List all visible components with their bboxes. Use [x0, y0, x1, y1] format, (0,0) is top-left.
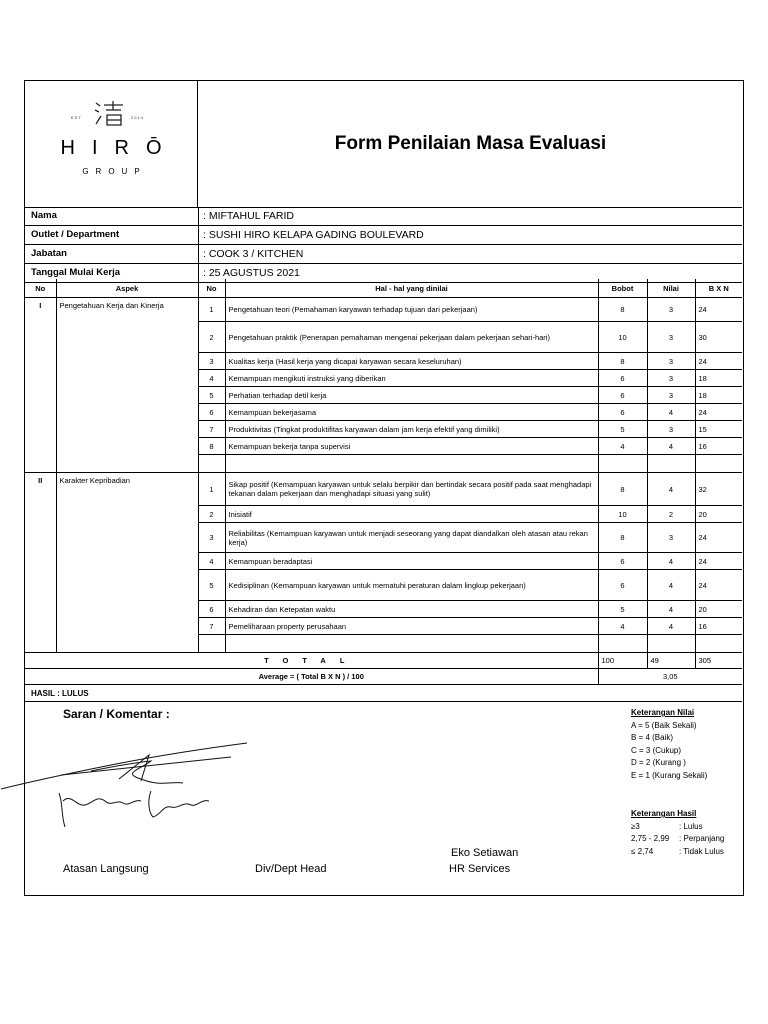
total-label: TOTAL: [25, 653, 598, 669]
item-hal: Pengetahuan teori (Pemahaman karyawan terhadap tujuan dari pekerjaan): [225, 298, 598, 322]
hasil-range: ≥3: [631, 821, 640, 831]
item-bobot: 6: [598, 387, 647, 404]
item-bobot: 10: [598, 322, 647, 353]
comments-label: Saran / Komentar :: [63, 707, 170, 721]
col-header-no2: No: [198, 279, 225, 298]
logo-brand: HIRŌ: [60, 137, 179, 159]
item-bxn: 18: [695, 370, 742, 387]
info-value: : COOK 3 / KITCHEN: [198, 245, 743, 263]
page-title: Form Penilaian Masa Evaluasi: [334, 133, 607, 154]
item-no: 6: [198, 404, 225, 421]
item-no: 1: [198, 473, 225, 506]
item-bxn: 32: [695, 473, 742, 506]
item-nilai: 3: [647, 523, 695, 553]
item-bxn: 30: [695, 322, 742, 353]
item-no: 1: [198, 298, 225, 322]
info-row-jabatan: [25, 245, 742, 264]
item-bxn: 16: [695, 438, 742, 455]
item-hal: Kemampuan mengikuti instruksi yang diberikan: [225, 370, 598, 387]
total-bobot: 100: [598, 653, 647, 669]
info-row-outlet: [25, 226, 742, 245]
signature-head: Div/Dept Head: [255, 863, 327, 875]
item-no: 3: [198, 523, 225, 553]
info-label: Jabatan: [31, 248, 67, 259]
nilai-line: B = 4 (Baik): [631, 733, 674, 742]
info-value: : 25 AGUSTUS 2021: [198, 264, 743, 282]
signature-atasan: Atasan Langsung: [63, 863, 149, 875]
hasil-range: 2,75 - 2,99: [631, 834, 670, 843]
item-hal: Kehadiran dan Ketepatan waktu: [225, 601, 598, 618]
col-header-aspek: Aspek: [56, 279, 198, 298]
item-hal: Kedisiplinan (Kemampuan karyawan untuk mematuhi peraturan dalam lingkup pekerjaan): [225, 570, 598, 601]
signature-hr-title: HR Services: [449, 863, 511, 875]
item-bobot: 6: [598, 370, 647, 387]
keterangan-nilai-title: Keterangan Nilai: [631, 708, 695, 717]
item-no: 5: [198, 387, 225, 404]
item-nilai: 4: [647, 438, 695, 455]
item-bxn: 24: [695, 353, 742, 370]
item-bobot: 6: [598, 570, 647, 601]
keterangan-hasil-title: Keterangan Hasil: [631, 809, 697, 818]
section-number: I: [25, 298, 56, 473]
item-bobot: 10: [598, 506, 647, 523]
nilai-line: C = 3 (Cukup): [631, 745, 682, 755]
col-header-nilai: Nilai: [647, 279, 695, 298]
item-nilai: 3: [647, 298, 695, 322]
signature-hr-name: Eko Setiawan: [451, 847, 519, 859]
info-row-nama: [25, 207, 742, 226]
item-nilai: 4: [647, 618, 695, 635]
section-number: II: [25, 473, 56, 653]
item-bxn: 24: [695, 570, 742, 601]
item-hal: Kualitas kerja (Hasil kerja yang dicapai karyawan secara keseluruhan): [225, 353, 598, 370]
item-bxn: 15: [695, 421, 742, 438]
item-bobot: 5: [598, 421, 647, 438]
logo-est-right: 2014: [131, 115, 144, 120]
item-nilai: 4: [647, 570, 695, 601]
item-nilai: 2: [647, 506, 695, 523]
col-header-bxn: B X N: [695, 279, 742, 298]
hasil-line: [631, 833, 724, 846]
total-row: [25, 653, 742, 669]
item-no: 8: [198, 438, 225, 455]
logo-est-left: EST: [71, 115, 82, 120]
section-aspek: Karakter Kepribadian: [56, 473, 198, 653]
info-label: Outlet / Department: [31, 229, 120, 240]
item-bobot: 6: [598, 553, 647, 570]
table-row: [25, 473, 742, 506]
item-bobot: 8: [598, 523, 647, 553]
item-bobot: 4: [598, 618, 647, 635]
item-no: 3: [198, 353, 225, 370]
item-bobot: 4: [598, 438, 647, 455]
nilai-line: D = 2 (Kurang ): [631, 758, 686, 767]
item-nilai: 3: [647, 421, 695, 438]
item-no: 2: [198, 506, 225, 523]
total-bxn: 305: [695, 653, 742, 669]
average-row: [25, 669, 742, 685]
item-bobot: 8: [598, 298, 647, 322]
item-no: 6: [198, 601, 225, 618]
section-aspek: Pengetahuan Kerja dan Kinerja: [56, 298, 198, 473]
item-hal: Reliabilitas (Kemampuan karyawan untuk menjadi seseorang yang dapat diandalkan oleh atasan atau rekan kerja): [225, 523, 598, 553]
item-hal: Pemeliharaan property perusahaan: [225, 618, 598, 635]
item-hal: Kemampuan bekerja tanpa supervisi: [225, 438, 598, 455]
item-nilai: 4: [647, 473, 695, 506]
item-bxn: 24: [695, 298, 742, 322]
item-bobot: 6: [598, 404, 647, 421]
item-bxn: 20: [695, 601, 742, 618]
signature-scribble-icon: [1, 721, 251, 831]
info-label: Nama: [31, 210, 57, 221]
hasil-range: ≤ 2,74: [631, 846, 654, 856]
item-bobot: 5: [598, 601, 647, 618]
item-no: 4: [198, 370, 225, 387]
item-nilai: 3: [647, 322, 695, 353]
item-bxn: 20: [695, 506, 742, 523]
item-nilai: 3: [647, 370, 695, 387]
col-header-bobot: Bobot: [598, 279, 647, 298]
item-no: 5: [198, 570, 225, 601]
col-header-hal: Hal - hal yang dinilai: [225, 279, 598, 298]
hasil-line: [631, 846, 724, 859]
nilai-line: E = 1 (Kurang Sekali): [631, 770, 708, 780]
result-status: HASIL : LULUS: [31, 689, 89, 698]
item-hal: Inisiatif: [225, 506, 598, 523]
item-bobot: 8: [598, 473, 647, 506]
hasil-line: [631, 821, 724, 834]
item-hal: Pengetahuan praktik (Penerapan pemahaman mengenai pekerjaan dalam pekerjaan sehari-hari): [225, 322, 598, 353]
item-bxn: 16: [695, 618, 742, 635]
item-hal: Kemampuan bekerjasama: [225, 404, 598, 421]
item-bxn: 24: [695, 523, 742, 553]
info-value: : MIFTAHUL FARID: [198, 207, 743, 225]
employee-info: [25, 207, 742, 283]
info-label: Tanggal Mulai Kerja: [31, 267, 121, 278]
item-hal: Perhatian terhadap detil kerja: [225, 387, 598, 404]
table-header-row: [25, 279, 742, 298]
item-bxn: 24: [695, 404, 742, 421]
info-value: : SUSHI HIRO KELAPA GADING BOULEVARD: [198, 226, 743, 244]
item-nilai: 3: [647, 353, 695, 370]
item-nilai: 3: [647, 387, 695, 404]
hiro-kanji-logo-icon: [93, 99, 125, 127]
item-bxn: 18: [695, 387, 742, 404]
item-no: 2: [198, 322, 225, 353]
average-label: Average = ( Total B X N ) / 100: [25, 669, 598, 685]
hasil-desc: : Lulus: [679, 821, 703, 831]
item-hal: Kemampuan beradaptasi: [225, 553, 598, 570]
divider: [25, 701, 742, 702]
logo-cell: [25, 81, 198, 207]
hasil-desc: : Tidak Lulus: [679, 846, 724, 856]
keterangan-nilai: [631, 707, 707, 782]
item-hal: Sikap positif (Kemampuan karyawan untuk selalu berpikir dan bertindak secara positif pada saat menghadapi tekanan dalam pekerjaan dan menghadapi situasi yang sulit): [225, 473, 598, 506]
col-header-no: No: [25, 279, 56, 298]
logo-group: GROUP: [82, 167, 147, 176]
item-bobot: 8: [598, 353, 647, 370]
item-no: 4: [198, 553, 225, 570]
keterangan-hasil: [631, 808, 724, 858]
total-nilai: 49: [647, 653, 695, 669]
item-nilai: 4: [647, 553, 695, 570]
table-row: [25, 298, 742, 322]
hasil-desc: : Perpanjang: [679, 834, 725, 843]
evaluation-form: [24, 80, 744, 896]
item-hal: Produktivitas (Tingkat produktifitas karyawan dalam jam kerja efektif yang dimiliki): [225, 421, 598, 438]
nilai-line: A = 5 (Baik Sekali): [631, 720, 697, 730]
average-value: 3,05: [598, 669, 742, 685]
form-header: [25, 81, 742, 208]
item-bxn: 24: [695, 553, 742, 570]
evaluation-table: [25, 279, 742, 685]
item-nilai: 4: [647, 601, 695, 618]
item-no: 7: [198, 618, 225, 635]
item-nilai: 4: [647, 404, 695, 421]
item-no: 7: [198, 421, 225, 438]
